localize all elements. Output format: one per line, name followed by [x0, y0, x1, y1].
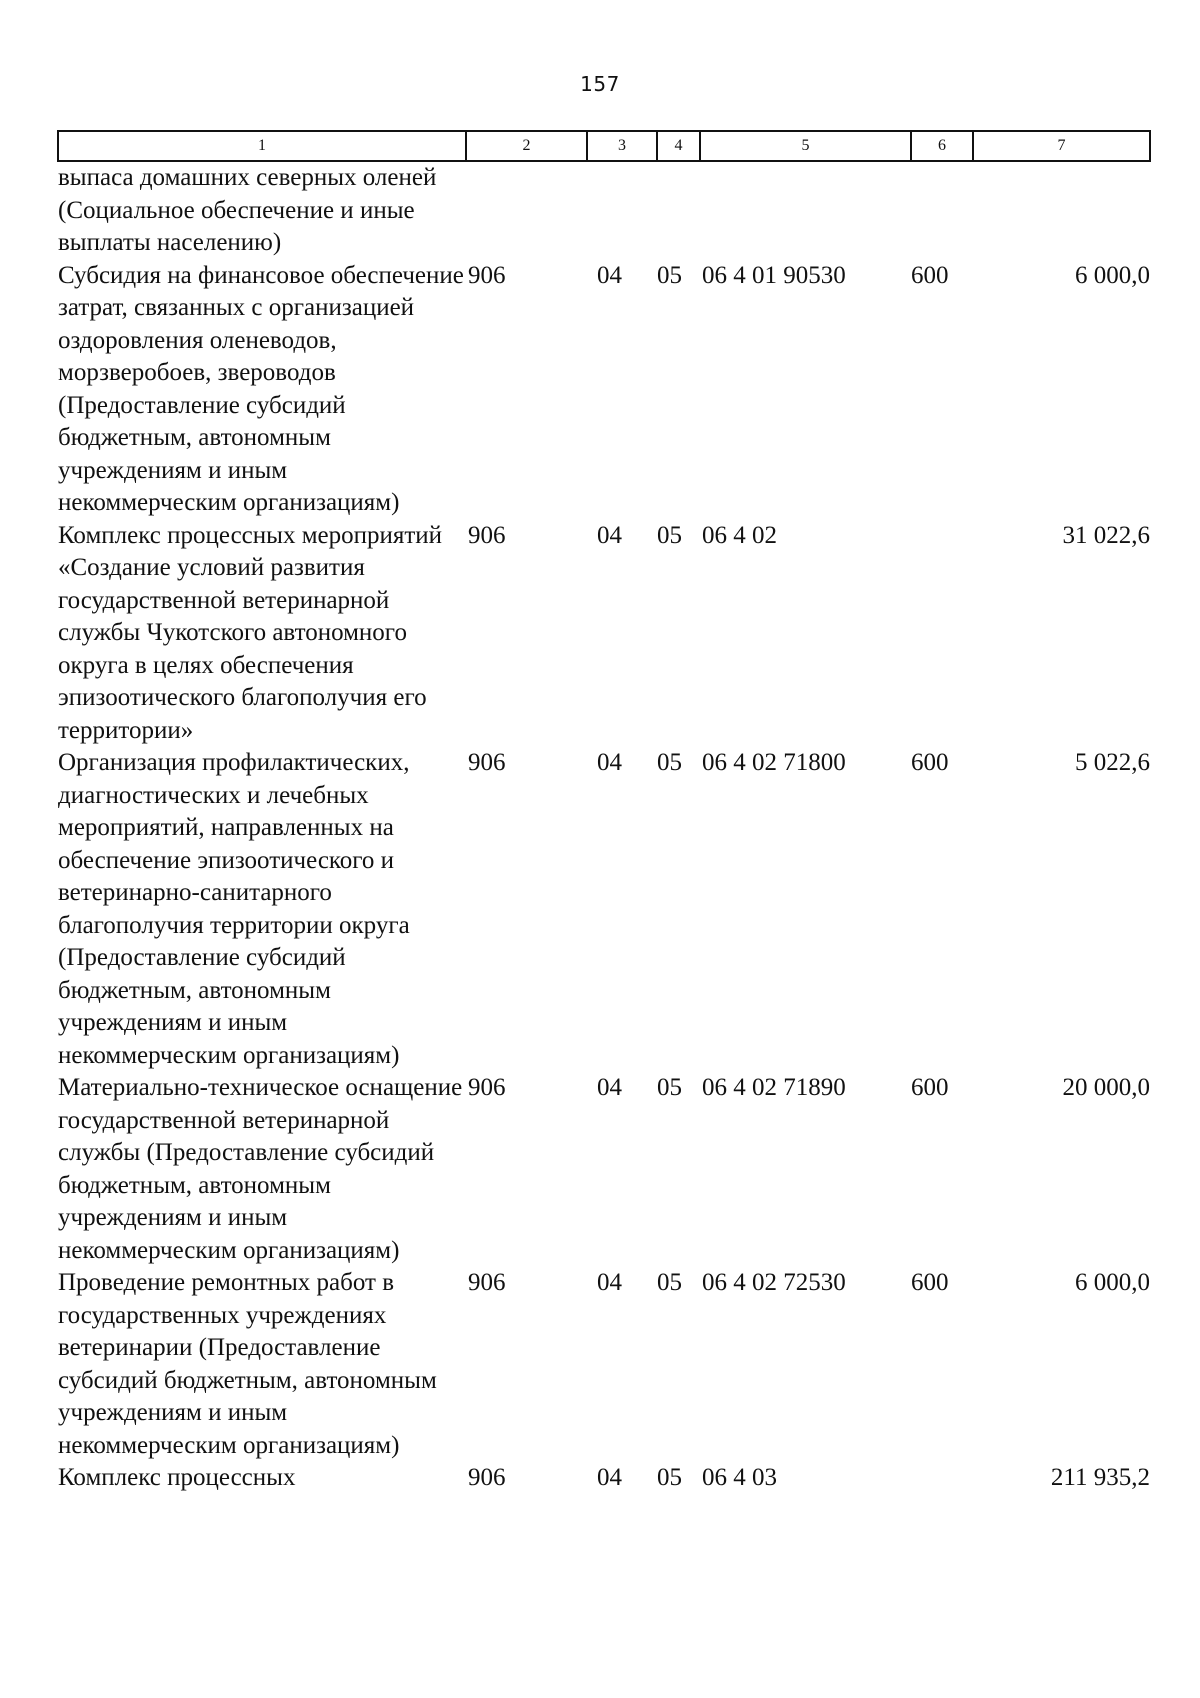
row-name: Организация профилактических, диагностических и лечебных мероприятий, направленных на обеспечение эпизоотического и ветеринарно-санитарного благополучия территории округа (Предоставление субсидий бюджетным, автономным учреждениям и иным некоммерческим организациям)	[58, 749, 410, 1069]
table-row	[58, 747, 1150, 1072]
table-row	[58, 1462, 1150, 1495]
ministry-code: 906	[468, 1269, 506, 1296]
column-header-1: 1	[58, 131, 466, 161]
target-article-code: 06 4 02 72530	[702, 1269, 846, 1296]
column-header-3: 3	[587, 131, 657, 161]
subsection-code: 05	[657, 749, 682, 776]
table-row	[58, 1267, 1150, 1462]
amount: 20 000,0	[1062, 1074, 1150, 1101]
target-article-code: 06 4 01 90530	[702, 261, 846, 289]
target-article-code: 06 4 02 71890	[702, 1074, 846, 1101]
column-header-7: 7	[973, 131, 1150, 161]
section-code: 04	[597, 1074, 622, 1101]
row-name: Проведение ремонтных работ в государственных учреждениях ветеринарии (Предоставление субсидий бюджетным, автономным учреждениям и иным некоммерческим организациям)	[58, 1269, 437, 1459]
ministry-code: 906	[468, 749, 506, 776]
subsection-code: 05	[657, 521, 682, 549]
row-name: Комплекс процессных	[58, 1464, 296, 1491]
subsection-code: 05	[657, 1269, 682, 1296]
ministry-code: 906	[468, 521, 506, 549]
expense-type-code: 600	[911, 749, 949, 776]
page-number: 157	[580, 72, 620, 96]
subsection-code: 05	[657, 261, 682, 289]
amount	[973, 161, 1150, 260]
row-name: Субсидия на финансовое обеспечение затрат, связанных с организацией оздоровления оленеводов, морзверобоев, звероводов (Предоставление субсидий бюджетным, автономным учреждениям и иным некоммерческим организациям)	[58, 261, 464, 516]
expense-type-code	[911, 1462, 973, 1495]
target-article-code: 06 4 02	[702, 521, 777, 549]
section-code	[587, 161, 657, 260]
table-row	[58, 1072, 1150, 1267]
expense-type-code: 600	[911, 1269, 949, 1296]
subsection-code: 05	[657, 1074, 682, 1101]
amount: 6 000,0	[1075, 1269, 1150, 1296]
section-code: 04	[597, 1269, 622, 1296]
ministry-code: 906	[468, 1464, 506, 1491]
column-header-2: 2	[466, 131, 587, 161]
amount: 211 935,2	[1050, 1464, 1150, 1491]
row-name: выпаса домашних северных оленей (Социальное обеспечение и иные выплаты населению)	[58, 164, 437, 256]
column-header-4: 4	[657, 131, 700, 161]
table-row	[58, 161, 1150, 260]
target-article-code: 06 4 02 71800	[702, 749, 846, 776]
budget-table	[57, 130, 1151, 1495]
expense-type-code	[911, 161, 973, 260]
row-name: Комплекс процессных мероприятий «Создание условий развития государственной ветеринарной службы Чукотского автономного округа в целях обеспечения эпизоотического благополучия его территории»	[58, 521, 443, 744]
ministry-code	[466, 161, 587, 260]
column-header-5: 5	[700, 131, 911, 161]
expense-type-code	[911, 520, 973, 748]
ministry-code: 906	[468, 1074, 506, 1101]
expense-type-code: 600	[911, 261, 949, 289]
section-code: 04	[597, 521, 622, 549]
section-code: 04	[597, 261, 622, 289]
ministry-code: 906	[468, 261, 506, 289]
target-article-code: 06 4 03	[702, 1464, 777, 1491]
amount: 31 022,6	[1062, 521, 1150, 549]
table-row	[58, 260, 1150, 520]
amount: 6 000,0	[1075, 261, 1150, 289]
column-header-6: 6	[911, 131, 973, 161]
column-number-header-row	[58, 131, 1150, 161]
row-name: Материально-техническое оснащение государственной ветеринарной службы (Предоставление субсидий бюджетным, автономным учреждениям и иным некоммерческим организациям)	[58, 1074, 463, 1264]
subsection-code: 05	[657, 1464, 682, 1491]
amount: 5 022,6	[1075, 749, 1150, 776]
table-row	[58, 520, 1150, 748]
subsection-code	[657, 161, 700, 260]
section-code: 04	[597, 1464, 622, 1491]
expense-type-code: 600	[911, 1074, 949, 1101]
target-article-code	[700, 161, 911, 260]
section-code: 04	[597, 749, 622, 776]
